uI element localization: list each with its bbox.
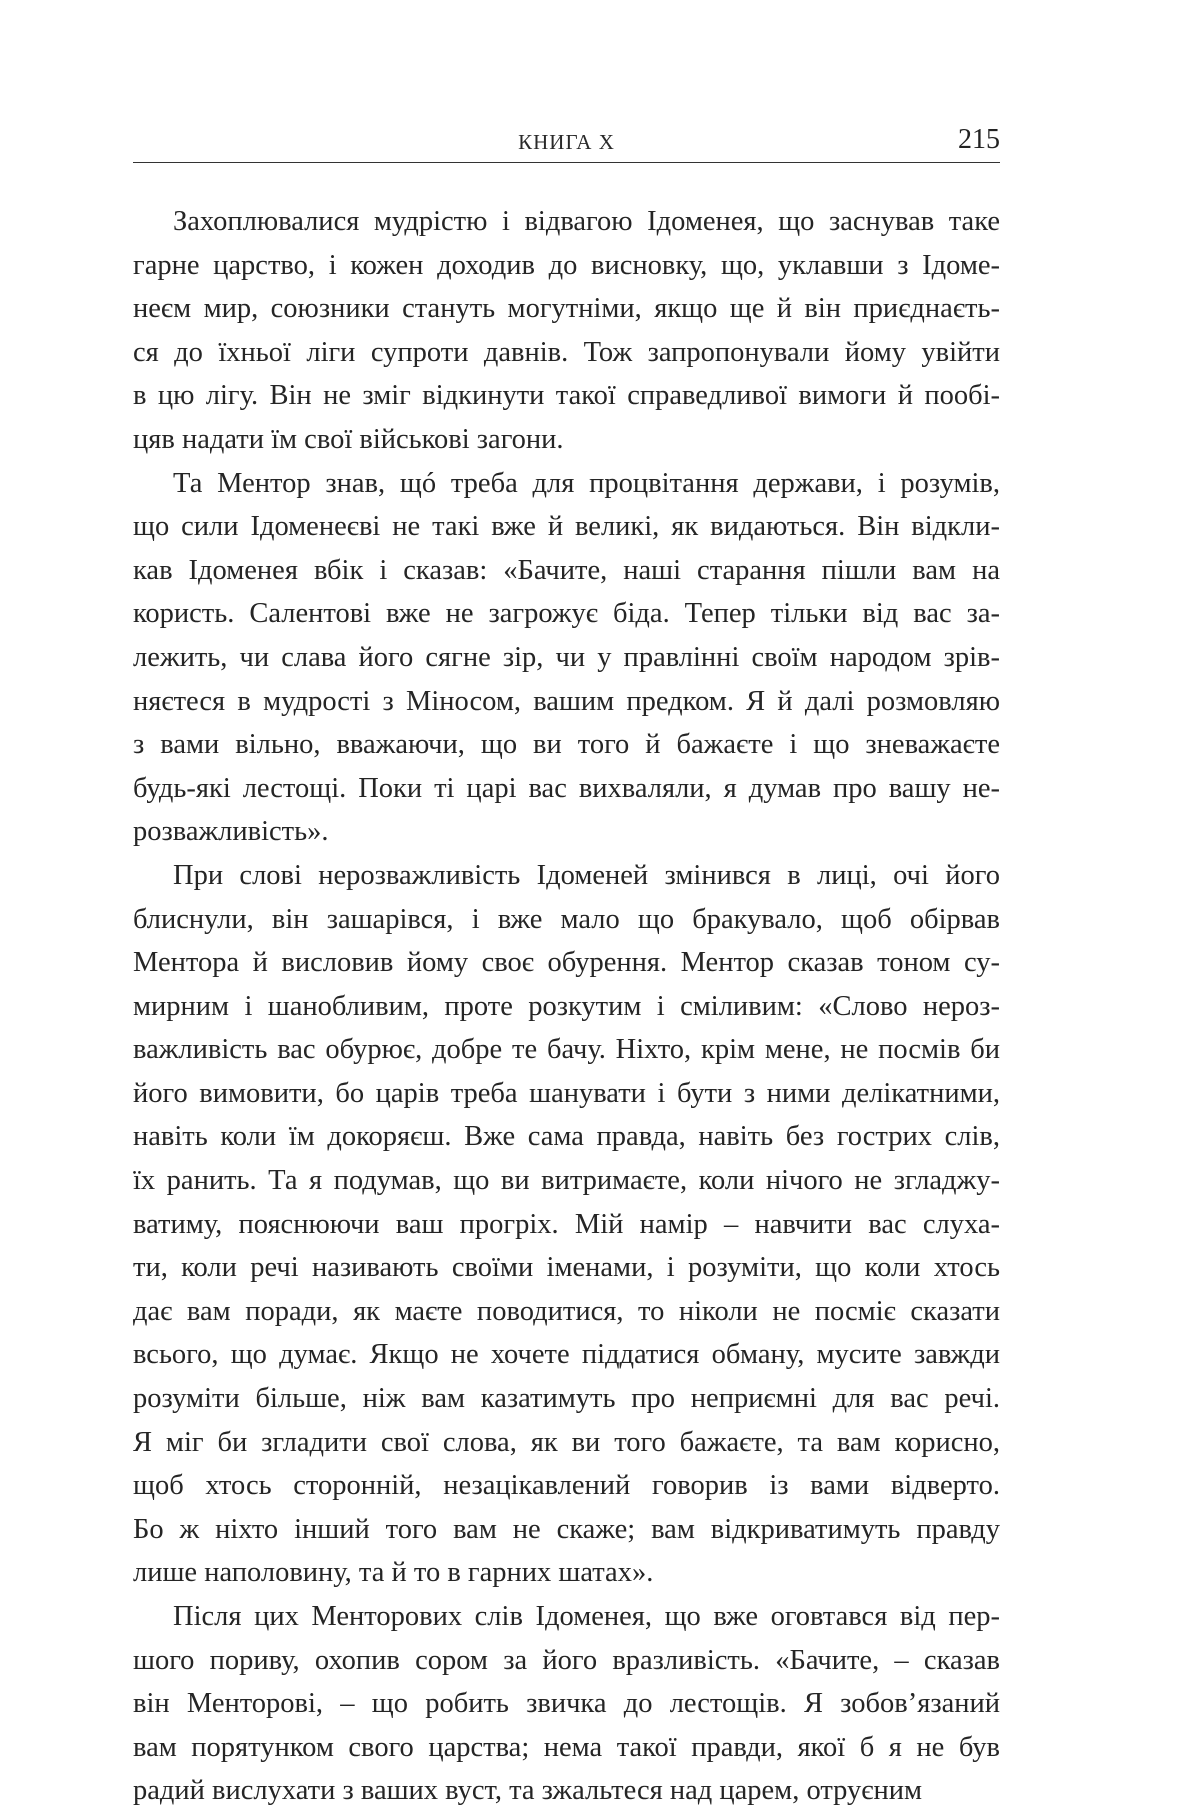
text-line: вам порятунком свого царства; нема такої правди, якої б я не був bbox=[133, 1731, 1000, 1763]
text-line: блиснули, він зашарівся, і вже мало що бракувало, щоб обірвав bbox=[133, 903, 1000, 935]
text-line: Та Ментор знав, щó треба для процвітання держави, і розумів, bbox=[173, 467, 1000, 499]
text-line: При слові нерозважливість Ідоменей змінився в лиці, очі його bbox=[173, 859, 1000, 891]
text-line: що сили Ідоменеєві не такі вже й великі, як видаються. Він відкли- bbox=[133, 511, 1000, 543]
text-line: користь. Салентові вже не загрожує біда. Тепер тільки від вас за- bbox=[133, 598, 1000, 630]
text-line: цяв надати їм свої військові загони. bbox=[133, 423, 564, 455]
text-line: лише наполовину, та й то в гарних шатах». bbox=[133, 1557, 654, 1589]
text-line: Після цих Менторових слів Ідоменея, що вже оговтався від пер- bbox=[173, 1601, 1000, 1632]
text-line: ся до їхньої ліги супроти давнів. Тож запропонували йому увійти bbox=[133, 336, 1000, 368]
text-line: кав Ідоменея вбік і сказав: «Бачите, наші старання пішли вам на bbox=[133, 554, 1000, 586]
text-line: Бо ж ніхто інший того вам не скаже; вам відкриватимуть правду bbox=[133, 1513, 1000, 1545]
text-line: їх ранить. Та я подумав, що ви витримаєте, коли нічого не згладжу- bbox=[133, 1165, 1000, 1197]
text-line: розуміти більше, ніж вам казатимуть про неприємні для вас речі. bbox=[133, 1383, 1000, 1415]
text-line: шого пориву, охопив сором за його вразливість. «Бачите, – сказав bbox=[133, 1644, 1000, 1676]
text-line: Захоплювалися мудрістю і відвагою Ідоменея, що заснував таке bbox=[173, 206, 1000, 237]
paragraph bbox=[133, 462, 1000, 854]
text-line: ти, коли речі називають своїми іменами, і розуміти, що коли хтось bbox=[133, 1252, 1000, 1284]
paragraph bbox=[133, 200, 1000, 462]
text-line: в цю лігу. Він не зміг відкинути такої справедливої вимоги й пообі- bbox=[133, 380, 1000, 412]
text-line: Ментора й висловив йому своє обурення. Ментор сказав тоном су- bbox=[133, 947, 1000, 979]
page-header bbox=[133, 124, 1000, 162]
text-line: він Менторові, – що робить звичка до лестощів. Я зобов’язаний bbox=[133, 1688, 1000, 1720]
text-line: дає вам поради, як маєте поводитися, то ніколи не посміє сказати bbox=[133, 1295, 1000, 1327]
text-line: неєм мир, союзники стануть могутніми, якщо ще й він приєднаєть- bbox=[133, 293, 1000, 325]
text-line: лежить, чи слава його сягне зір, чи у правлінні своїм народом зрів- bbox=[133, 641, 1000, 673]
text-line: навіть коли їм докоряєш. Вже сама правда, навіть без гострих слів, bbox=[133, 1121, 1000, 1153]
text-line: важливість вас обурює, добре те бачу. Ніхто, крім мене, не посмів би bbox=[133, 1034, 1000, 1066]
text-line: з вами вільно, вважаючи, що ви того й бажаєте і що зневажаєте bbox=[133, 729, 1000, 761]
header-rule bbox=[133, 162, 1000, 163]
paragraph bbox=[133, 1595, 1000, 1813]
text-line: всього, що думає. Якщо не хочете піддатися обману, мусите завжди bbox=[133, 1339, 1000, 1371]
text-line: щоб хтось сторонній, незацікавлений говорив із вами відверто. bbox=[133, 1470, 1000, 1502]
text-line: радий вислухати з ваших вуст, та зжальтеся над царем, отруєним bbox=[133, 1775, 923, 1807]
text-line: няєтеся в мудрості з Міносом, вашим предком. Я й далі розмовляю bbox=[133, 685, 1000, 717]
paragraph bbox=[133, 854, 1000, 1595]
text-line: Я міг би згладити свої слова, як ви того бажаєте, та вам корисно, bbox=[133, 1426, 1000, 1458]
running-title: КНИГА X bbox=[518, 130, 615, 154]
page-number: 215 bbox=[958, 124, 1000, 155]
text-line: будь-які лестощі. Поки ті царі вас вихваляли, я думав про вашу не- bbox=[133, 772, 1000, 804]
text-line: гарне царство, і кожен доходив до висновку, що, уклавши з Ідоме- bbox=[133, 249, 1000, 281]
text-line: його вимовити, бо царів треба шанувати і бути з ними делікатними, bbox=[133, 1077, 1000, 1109]
text-line: ватиму, пояснюючи ваш прогріх. Мій намір – навчити вас слуха- bbox=[133, 1208, 1000, 1240]
text-line: мирним і шанобливим, проте розкутим і сміливим: «Слово нероз- bbox=[133, 990, 1000, 1022]
body-text bbox=[133, 200, 1000, 1813]
text-line: розважливість». bbox=[133, 816, 329, 848]
